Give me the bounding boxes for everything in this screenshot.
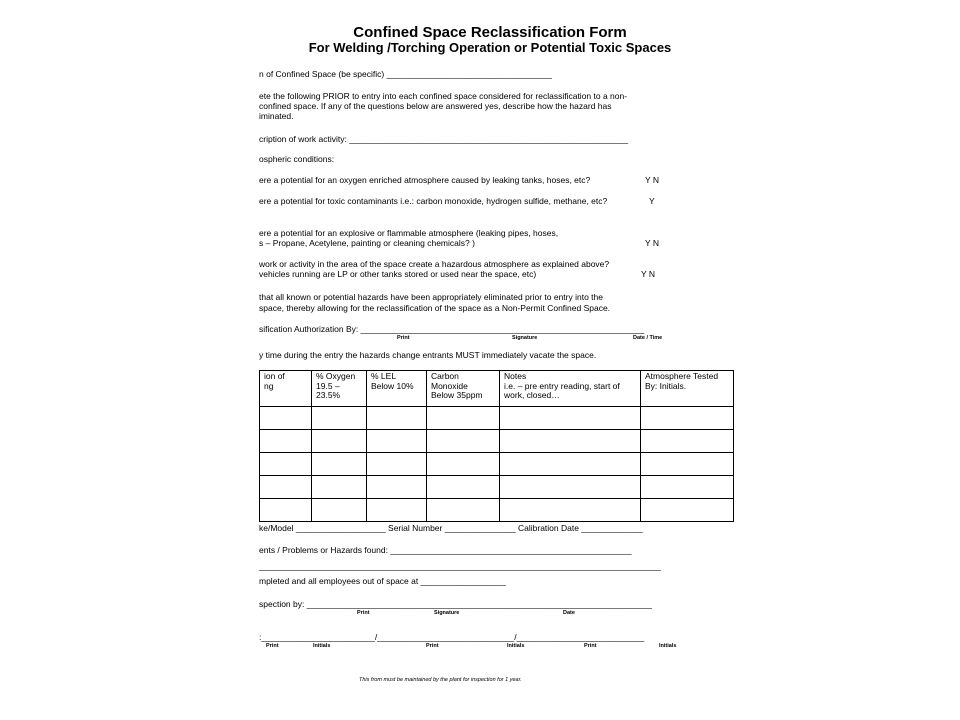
table-cell[interactable] [312, 407, 367, 430]
table-cell[interactable] [427, 499, 500, 522]
table-cell[interactable] [367, 453, 427, 476]
table-cell[interactable] [260, 407, 312, 430]
authorization-print-caption: Print [397, 335, 410, 341]
table-cell[interactable] [427, 453, 500, 476]
witness-line: :________________________/_____________________________/___________________________ [259, 632, 645, 642]
table-row [260, 499, 734, 522]
table-cell[interactable] [427, 407, 500, 430]
work-activity-line: cription of work activity: ___________________________________________________________ [259, 134, 629, 144]
header-location: ion of ng [260, 371, 312, 407]
table-row [260, 430, 734, 453]
table-cell[interactable] [260, 453, 312, 476]
table-cell[interactable] [427, 430, 500, 453]
witness-initials-caption-1: Initials [313, 643, 331, 649]
inspection-line: spection by: _________________________________________________________________________ [259, 599, 652, 609]
certification-line-2: space, thereby allowing for the reclassification of the space as a Non-Permit Confined Space. [259, 303, 611, 313]
inspection-signature-caption: Signature [434, 610, 460, 616]
witness-print-caption-1: Print [266, 643, 279, 649]
comments-line: ents / Problems or Hazards found: ___________________________________________________ [259, 545, 632, 555]
form-title: Confined Space Reclassification Form [353, 24, 627, 41]
location-line: n of Confined Space (be specific) ___________________________________ [259, 69, 553, 79]
header-lel: % LEL Below 10% [367, 371, 427, 407]
question-activity-2: vehicles running are LP or other tanks stored or used near the space, etc) [259, 269, 537, 279]
table-header-row [260, 371, 734, 407]
header-carbon-monoxide: Carbon Monoxide Below 35ppm [427, 371, 500, 407]
inspection-date-caption: Date [563, 610, 575, 616]
table-cell[interactable] [367, 430, 427, 453]
table-cell[interactable] [312, 453, 367, 476]
comments-line-2: _____________________________________________________________________________________ [259, 561, 661, 571]
table-cell[interactable] [312, 430, 367, 453]
table-cell[interactable] [641, 476, 734, 499]
question-toxic-yn: Y [649, 196, 655, 206]
table-cell[interactable] [641, 430, 734, 453]
question-toxic: ere a potential for toxic contaminants i.e.: carbon monoxide, hydrogen sulfide, methane, etc? [259, 196, 608, 206]
meter-info-line: ke/Model ___________________ Serial Number _______________ Calibration Date _____________ [259, 523, 643, 533]
table-cell[interactable] [367, 407, 427, 430]
witness-initials-caption-2: Initials [507, 643, 525, 649]
question-flammable-yn: Y N [645, 238, 660, 248]
table-cell[interactable] [312, 476, 367, 499]
header-notes: Notes i.e. – pre entry reading, start of work, closed… [500, 371, 641, 407]
intro-line-3: iminated. [259, 111, 294, 121]
intro-line-2: confined space. If any of the questions below are answered yes, describe how the hazard has [259, 101, 612, 111]
header-oxygen: % Oxygen 19.5 – 23.5% [312, 371, 367, 407]
table-row [260, 407, 734, 430]
table-cell[interactable] [641, 499, 734, 522]
authorization-line: sification Authorization By: ____________________________________________________________ [259, 324, 645, 334]
intro-line-1: ete the following PRIOR to entry into each confined space considered for reclassification to a non- [259, 91, 628, 101]
table-cell[interactable] [427, 476, 500, 499]
witness-print-caption-3: Print [584, 643, 597, 649]
question-activity-1: work or activity in the area of the space create a hazardous atmosphere as explained above? [259, 259, 610, 269]
question-activity-yn: Y N [641, 269, 656, 279]
completion-line: mpleted and all employees out of space at __________________ [259, 576, 506, 586]
witness-initials-caption-3: Initials [659, 643, 677, 649]
table-row [260, 453, 734, 476]
table-cell[interactable] [500, 476, 641, 499]
table-cell[interactable] [500, 499, 641, 522]
table-cell[interactable] [641, 407, 734, 430]
retention-footer: This from must be maintained by the plant for inspection for 1 year. [359, 677, 522, 683]
table-cell[interactable] [260, 499, 312, 522]
table-cell[interactable] [367, 499, 427, 522]
question-oxygen-yn: Y N [645, 175, 660, 185]
table-cell[interactable] [500, 407, 641, 430]
certification-line-1: that all known or potential hazards have been appropriately eliminated prior to entry into the [259, 292, 603, 302]
witness-print-caption-2: Print [426, 643, 439, 649]
table-cell[interactable] [641, 453, 734, 476]
vacate-warning: y time during the entry the hazards change entrants MUST immediately vacate the space. [259, 350, 597, 360]
table-cell[interactable] [500, 430, 641, 453]
table-cell[interactable] [500, 453, 641, 476]
form-subtitle: For Welding /Torching Operation or Potential Toxic Spaces [308, 40, 672, 55]
table-cell[interactable] [260, 430, 312, 453]
table-row [260, 476, 734, 499]
table-cell[interactable] [367, 476, 427, 499]
atmosphere-readings-table [259, 370, 734, 522]
question-flammable-2: s – Propane, Acetylene, painting or cleaning chemicals? ) [259, 238, 475, 248]
table-cell[interactable] [312, 499, 367, 522]
table-cell[interactable] [260, 476, 312, 499]
inspection-print-caption: Print [357, 610, 370, 616]
atmospheric-conditions-label: ospheric conditions: [259, 154, 335, 164]
authorization-date-caption: Date / Time [633, 335, 663, 341]
question-flammable-1: ere a potential for an explosive or flammable atmosphere (leaking pipes, hoses, [259, 228, 559, 238]
authorization-signature-caption: Signature [512, 335, 538, 341]
header-tested-by: Atmosphere Tested By: Initials. [641, 371, 734, 407]
question-oxygen: ere a potential for an oxygen enriched atmosphere caused by leaking tanks, hoses, etc? [259, 175, 591, 185]
